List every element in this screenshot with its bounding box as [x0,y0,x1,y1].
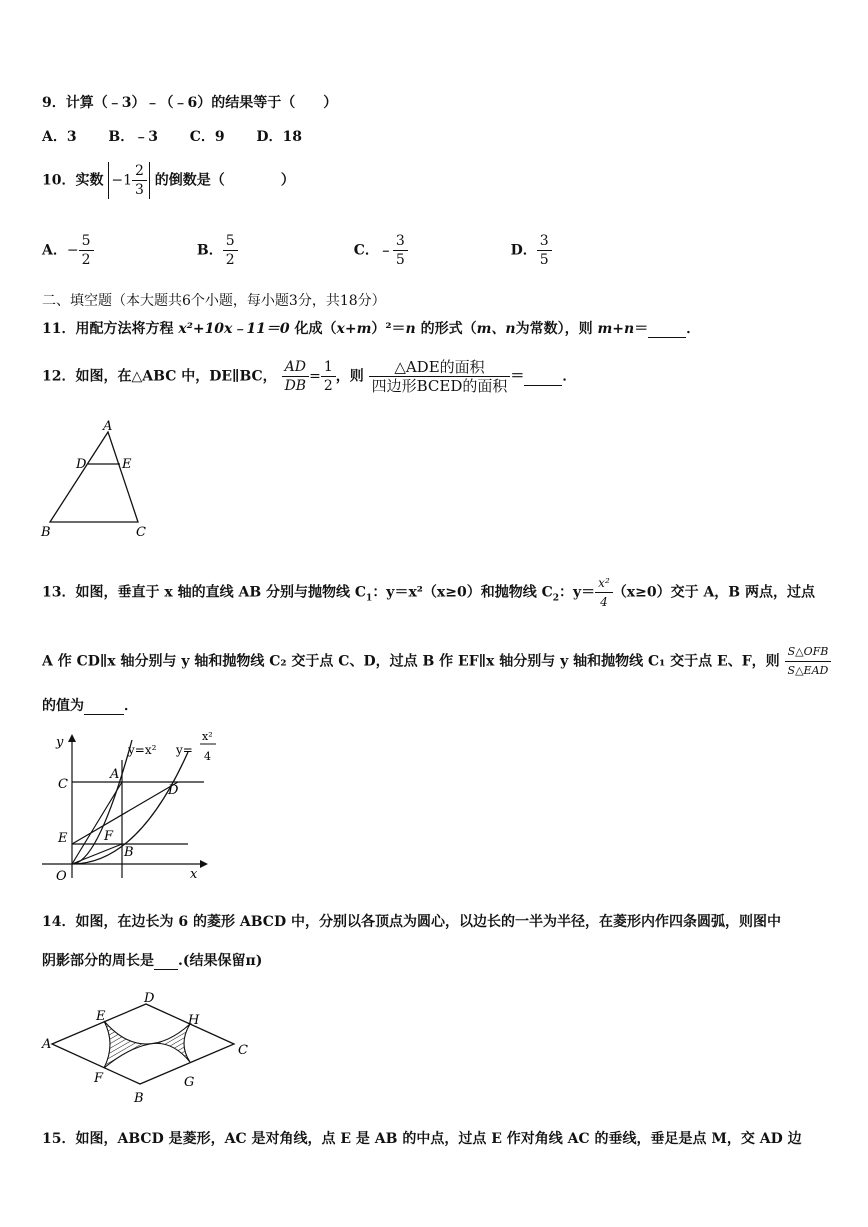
svg-text:F: F [94,1071,104,1086]
svg-text:B: B [124,845,134,860]
q9-option-a: A．3 [42,129,77,145]
svg-text:D: D [144,991,155,1006]
q11-stem: 11．用配方法将方程 x²+10x﹣11＝0 化成（x+m）²＝n 的形式（m、n为常数），则 m+n＝ ． [42,321,701,337]
q12-triangle-figure [38,418,158,542]
svg-text:H: H [188,1013,200,1028]
q10-option-c: C．﹣ $\frac{3}{5}$ [354,232,506,269]
svg-text:D: D [168,783,179,798]
q13-parabola-figure [38,730,218,882]
q9-stem: 9．计算（﹣3）﹣（﹣6）的结果等于（ ） [42,95,338,111]
q13-line1: 13．如图，垂直于 x 轴的直线 AB 分别与抛物线 $C_1$：y＝x²（x≥0）和抛物线 $C_2$：y＝ $\frac{\text{x²}}{4}$ （x≥0）交于 A，B 两点，过点 [42,576,816,609]
label-d: D [76,457,87,472]
q13-line3: 的值为 ． [42,698,138,714]
q10-options [42,232,552,269]
q14-line2: 阴影部分的周长是 .(结果保留π) [42,953,263,969]
q15-stem: 15．如图，ABCD 是菱形，AC 是对角线，点 E 是 AB 的中点，过点 E 作对角线 AC 的垂线，垂足是点 M，交 AD 边 [42,1131,802,1147]
q9-option-d: D．18 [256,129,302,145]
svg-text:O: O [56,869,67,882]
q11-answer-blank [648,321,686,338]
label-a: A [103,419,113,434]
label-c: C [136,525,146,540]
svg-text:4: 4 [204,750,211,763]
svg-text:E: E [96,1009,106,1024]
svg-text:A: A [110,767,120,782]
q10-stem: 10．实数 −1 $\frac{2}{3}$ 的倒数是（ ） [42,163,295,198]
svg-text:x: x [190,867,198,882]
q9-options [42,126,302,146]
svg-text:x²: x² [202,730,213,743]
svg-text:y: y [56,735,64,750]
svg-text:y=: y= [176,743,193,757]
svg-text:y=x²: y=x² [128,743,157,757]
svg-text:A: A [42,1037,52,1052]
q12-stem: 12．如图，在△ABC 中，DE∥BC， $\frac{AD}{DB}$ = $\frac{1}{2}$ ，则 $\frac{\text{△ADE的面积}}{\text{四边形BCED的面积}}$ ＝ ． [42,358,577,395]
svg-text:C: C [58,777,68,792]
q14-answer-blank [154,953,178,970]
svg-text:F: F [104,829,114,844]
svg-text:E: E [58,831,68,846]
q10-abs-value: −1 $\frac{2}{3}$ [108,162,150,199]
q14-rhombus-figure [38,988,258,1108]
q9-option-c: C．9 [189,129,225,145]
label-b: B [41,525,51,540]
q12-answer-blank [524,369,562,386]
section-heading: 二、填空题（本大题共6个小题，每小题3分，共18分） [42,293,386,309]
q9-option-b: B．﹣3 [108,129,158,145]
svg-text:C: C [238,1043,248,1058]
q10-option-b: B． $\frac{5}{2}$ [197,232,349,269]
q10-option-d: D． $\frac{3}{5}$ [511,232,552,269]
q13-answer-blank [84,698,124,715]
svg-text:B: B [134,1091,144,1106]
q13-line2: A 作 CD∥x 轴分别与 y 轴和抛物线 C₂ 交于点 C、D，过点 B 作 EF∥x 轴分别与 y 轴和抛物线 C₁ 交于点 E、F，则 $\frac{\text{S△OFB}}{\text{S△EAD}}$ [42,643,831,680]
svg-text:G: G [184,1075,195,1090]
label-e: E [122,457,132,472]
q14-line1: 14．如图，在边长为 6 的菱形 ABCD 中，分别以各顶点为圆心，以边长的一半为半径，在菱形内作四条圆弧，则图中 [42,914,781,930]
q10-option-a: A．− $\frac{5}{2}$ [42,232,192,269]
